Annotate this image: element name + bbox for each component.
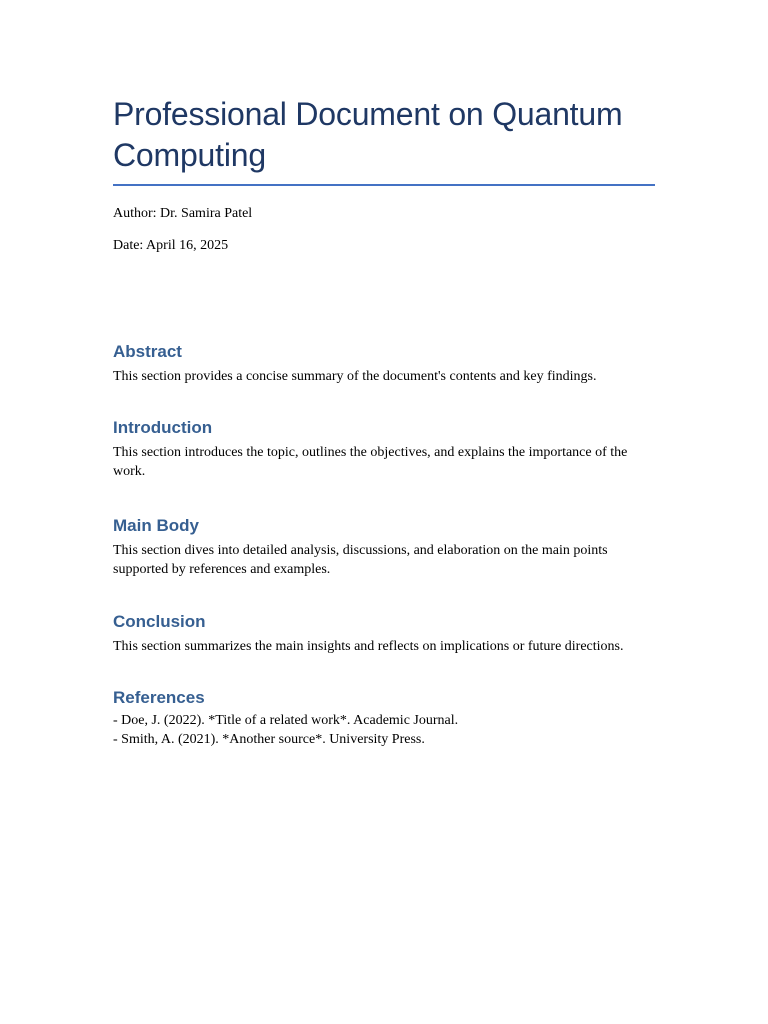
introduction-heading: Introduction xyxy=(113,418,213,437)
section-introduction xyxy=(113,417,655,481)
references-heading: References xyxy=(113,688,205,707)
reference-list xyxy=(113,711,655,749)
title-divider xyxy=(113,184,655,186)
section-references xyxy=(113,687,655,749)
conclusion-text: This section summarizes the main insights and reflects on implications or future directions. xyxy=(113,639,624,654)
introduction-text: This section introduces the topic, outlines the objectives, and explains the importance of the work. xyxy=(113,445,628,479)
main-body-text: This section dives into detailed analysis, discussions, and elaboration on the main points supported by references and examples. xyxy=(113,543,608,577)
author-line: Author: Dr. Samira Patel xyxy=(113,206,253,221)
section-main-body xyxy=(113,515,655,579)
section-abstract xyxy=(113,341,655,386)
main-body-heading: Main Body xyxy=(113,516,199,535)
reference-item: - Smith, A. (2021). *Another source*. University Press. xyxy=(113,732,425,747)
conclusion-heading: Conclusion xyxy=(113,612,206,631)
reference-item: - Doe, J. (2022). *Title of a related work*. Academic Journal. xyxy=(113,713,459,728)
document-page xyxy=(113,0,655,749)
abstract-heading: Abstract xyxy=(113,342,182,361)
document-title: Professional Document on Quantum Computing xyxy=(113,96,623,173)
abstract-text: This section provides a concise summary of the document's contents and key findings. xyxy=(113,369,597,384)
section-conclusion xyxy=(113,611,655,656)
date-line: Date: April 16, 2025 xyxy=(113,238,229,253)
